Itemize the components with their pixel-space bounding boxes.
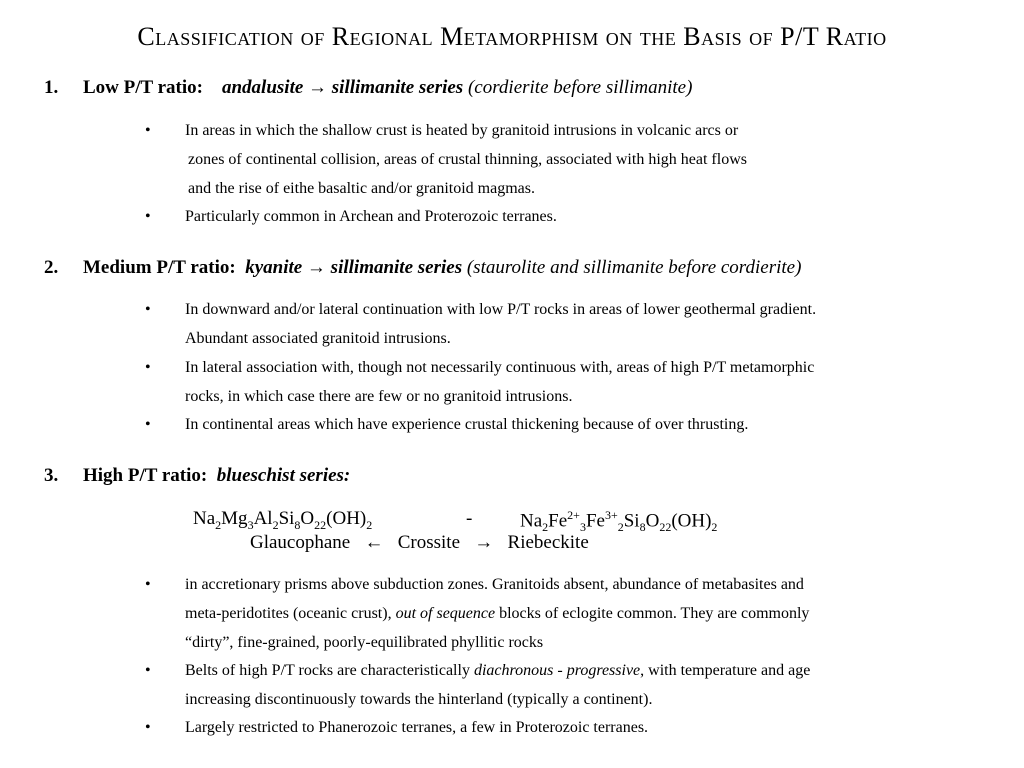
text-run: blocks of eclogite common. They are commonly [495, 605, 810, 622]
section-label: Low P/T ratio: [83, 77, 203, 98]
mineral-series-line [250, 532, 589, 554]
arrow-right-icon: → [474, 532, 494, 553]
italic-phrase: diachronous - progressive [473, 662, 641, 679]
series-name: andalusite → sillimanite series [221, 77, 464, 98]
formula-dash: - [466, 508, 473, 529]
bullet-line: “dirty”, fine-grained, poorly-equilibrated phyllitic rocks [185, 634, 544, 651]
bullet-line: In downward and/or lateral continuation with low P/T rocks in areas of lower geothermal gradient. [185, 301, 817, 318]
bullet-dot: • [145, 576, 151, 593]
bullet-dot: • [145, 301, 151, 318]
section-1-heading [44, 77, 692, 99]
bullet-line: zones of continental collision, areas of crustal thinning, associated with high heat flows [188, 151, 747, 168]
section-number: 2. [44, 257, 59, 278]
arrow-left-icon: ← [364, 532, 384, 553]
section-number: 1. [44, 77, 59, 98]
bullet-line: In lateral association with, though not necessarily continuous with, areas of high P/T metamorphic [185, 359, 815, 376]
italic-phrase: out of sequence [395, 605, 496, 622]
bullet-line: rocks, in which case there are few or no granitoid intrusions. [185, 388, 573, 405]
text-run: , with temperature and age [640, 662, 811, 679]
section-label: Medium P/T ratio: [83, 257, 236, 278]
bullet-line [185, 599, 809, 628]
section-3-heading [44, 465, 350, 487]
series-note: (cordierite before sillimanite) [467, 77, 693, 98]
bullet-dot: • [145, 208, 151, 225]
bullet-line: In continental areas which have experience crustal thickening because of over thrusting. [185, 416, 749, 433]
glaucophane-label: Glaucophane [250, 532, 351, 553]
series-name: kyanite → sillimanite series [245, 257, 463, 278]
text-run: Belts of high P/T rocks are characteristically [185, 662, 474, 679]
glaucophane-formula: $Na_2Mg_3Al_2Si_8O_{22}(OH)_2$ [193, 508, 373, 532]
bullet-dot: • [145, 122, 151, 139]
section-label: High P/T ratio: [83, 465, 208, 486]
riebeckite-formula: $Na_2Fe^{2+}_3Fe^{3+}_2Si_8O_{22}(OH)_2$ [520, 508, 718, 535]
crossite-label: Crossite [397, 532, 461, 553]
riebeckite-label: Riebeckite [507, 532, 589, 553]
bullet-line [185, 656, 810, 685]
series-name: blueschist series: [216, 465, 351, 486]
bullet-line: Abundant associated granitoid intrusions. [185, 330, 451, 347]
section-number: 3. [44, 465, 59, 486]
bullet-line: Largely restricted to Phanerozoic terranes, a few in Proterozoic terranes. [185, 719, 649, 736]
series-note: (staurolite and sillimanite before cordierite) [466, 257, 802, 278]
bullet-dot: • [145, 416, 151, 433]
bullet-line: Particularly common in Archean and Proterozoic terranes. [185, 208, 557, 225]
bullet-line: in accretionary prisms above subduction zones. Granitoids absent, abundance of metabasites and [185, 576, 804, 593]
section-2-heading [44, 257, 801, 279]
bullet-dot: • [145, 719, 151, 736]
bullet-line: In areas in which the shallow crust is heated by granitoid intrusions in volcanic arcs or [185, 122, 739, 139]
page-title: Classification of Regional Metamorphism on the Basis of P/T Ratio [137, 22, 887, 51]
bullet-dot: • [145, 359, 151, 376]
bullet-dot: • [145, 662, 151, 679]
text-run: meta-peridotites (oceanic crust), [185, 605, 396, 622]
bullet-line: and the rise of eithe basaltic and/or granitoid magmas. [188, 180, 535, 197]
bullet-line: increasing discontinuously towards the hinterland (typically a continent). [185, 691, 653, 708]
